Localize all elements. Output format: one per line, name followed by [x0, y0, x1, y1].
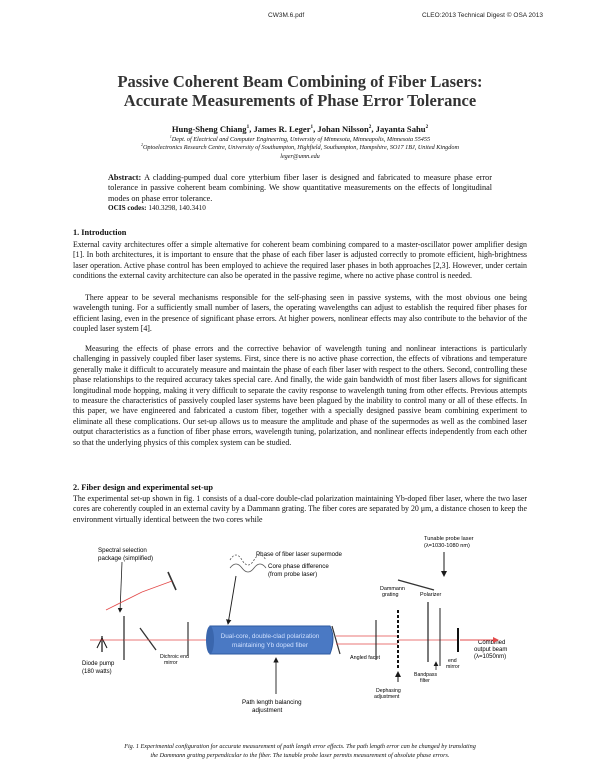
label-grating: grating	[382, 592, 399, 598]
label-supermode-phase: Phase of fiber laser supermode	[256, 551, 342, 558]
label-output-wavelength: (λ=1050nm)	[474, 654, 507, 660]
label-end: end	[448, 658, 457, 664]
experimental-setup-figure	[80, 532, 530, 740]
author-4: Jayanta Sahu$^2$	[375, 124, 429, 134]
fiber-label-1: Dual-core, double-clad polarization	[220, 633, 320, 640]
paper-title	[40, 72, 560, 110]
author-3: Johan Nilsson$^2$,	[317, 124, 376, 134]
caption-line-1: Fig. 1 Experimental configuration for accurate measurement of path length error effects. The path length error can be changed by translating	[124, 743, 476, 750]
label-path-balancing: Path length balancing	[242, 699, 302, 706]
author-list	[40, 124, 560, 134]
author-2: James R. Leger$^1$,	[253, 124, 318, 134]
label-dephasing-adjustment: adjustment	[374, 694, 400, 700]
label-combined: Combined	[478, 640, 506, 646]
label-angled-facet: Angled facet	[350, 655, 380, 661]
feedback-beam-1	[106, 592, 142, 610]
label-tunable-probe: Tunable probe laser	[424, 536, 474, 542]
header-conference: CLEO:2013 Technical Digest © OSA 2013	[422, 12, 544, 19]
label-dammann: Dammann	[380, 586, 405, 592]
affiliation-1: $^1$Dept. of Electrical and Computer Engineering, University of Minnesota, Minneapolis, Minnesota 55455	[169, 134, 431, 143]
header-filename: CW3M.6.pdf	[268, 12, 305, 19]
abstract-label: Abstract:	[108, 173, 142, 182]
affiliation-2: $^2$Optoelectronics Research Centre, University of Southampton, Highfield, Southampton, Hampshire, SO17 1BJ, United Kingdom	[141, 142, 459, 151]
fiber-end	[206, 626, 214, 654]
label-from-probe: (from probe laser)	[268, 571, 318, 578]
abstract	[108, 173, 492, 204]
label-spectral-selection: Spectral selection	[98, 547, 147, 554]
label-package: package (simplified)	[98, 555, 154, 562]
label-dephasing: Dephasing	[376, 688, 401, 694]
dichroic-mirror	[140, 628, 156, 650]
label-bandpass: Bandpass	[414, 672, 438, 678]
intro-paragraph-2: There appear to be several mechanisms responsible for the self-phasing seen in passive systems, with the most obvious one being wavelength tuning. For a sufficiently small number of lasers, the operating wavelengths can adjust to establish the required fiber phases for efficient lasing, even in the presence of significant phase errors. At higher powers, nonlinear effects may also contribute to the behavior of the coupled laser system [4].	[73, 293, 527, 334]
title-line-1: Passive Coherent Beam Combining of Fiber Lasers:	[117, 72, 483, 91]
section-heading-introduction: 1. Introduction	[73, 228, 127, 237]
label-dichroic-mirror: mirror	[164, 660, 178, 666]
section-heading-fiber-design: 2. Fiber design and experimental set-up	[73, 483, 213, 492]
caption-line-2: the Dammann grating perpendicular to the fiber. The tunable probe laser permits measurement of absolute phase errors.	[150, 751, 450, 759]
intro-paragraph-1: External cavity architectures offer a simple alternative for coherent beam combining compared to a master-oscillator power amplifier design [1]. In both architectures, it is important to ensure that the phase of each fiber laser is adjusted correctly to promote efficient, high-brightness laser operation. Active phase control has been employed to achieve the required laser phases in both approaches [2,3]. However, under certain conditions the external cavity architecture can also be operated in the passive regime, where no active phase control is needed.	[73, 240, 527, 281]
label-output-beam: output beam	[474, 647, 508, 653]
spectral-arrow	[120, 562, 122, 612]
supermode-arrow	[228, 576, 236, 624]
label-dichroic: Dichroic end	[160, 654, 189, 660]
label-watts: (180 watts)	[82, 669, 112, 675]
label-diode-pump: Diode pump	[82, 661, 115, 667]
title-line-2: Accurate Measurements of Phase Error Tolerance	[123, 91, 477, 110]
label-tunable-range: (λ=1030-1080 nm)	[424, 543, 470, 549]
figure-caption	[73, 743, 527, 761]
label-filter: filter	[420, 678, 430, 684]
feedback-beam-2	[142, 581, 172, 592]
author-1: Hung-Sheng Chiang$^1$,	[171, 124, 254, 134]
probe-wave	[230, 564, 266, 572]
dual-core-fiber	[210, 626, 333, 654]
ocis-codes: OCIS codes: 140.3298, 140.3410	[108, 204, 206, 212]
abstract-text: A cladding-pumped dual core ytterbium fiber laser is designed and fabricated to measure phase error tolerance in passive coherent beam combining. We show quantitative measurements on the effects of longitudinal modes on phase error tolerance.	[108, 173, 492, 203]
intro-paragraph-3: Measuring the effects of phase errors and the corrective behavior of wavelength tuning and nonlinear interactions is particularly challenging in passively coupled fiber laser systems. First, since there is no active phase correction, the effects of vibrations and temperature generally make it difficult to accurately measure and maintain the phase of each fiber laser with respect to the others. Second, controlling these phase relationships to the required accuracy takes special care. And finally, the wide gain bandwidth of most fiber lasers allows for significant longitudinal mode hopping, making it very difficult to separate the cavity response to wavelength tuning from other effects. Previous attempts to measure the characteristics of passively coupled laser systems have been plagued by the inability to control many or all of these effects. In this paper, we have engineered and fabricated a custom fiber, together with a specially designed passive beam combining experiment to eliminate all these complications. Our set-up allows us to measure the amplitude and phase of the supermodes as well as the combined laser output characteristics as a function of fiber phase errors, wavelength tuning, polarization, and nonlinear effects independently from each other so that the underlying physics of this complex system can be studied.	[73, 344, 527, 447]
label-core-phase-difference: Core phase difference	[268, 563, 329, 570]
label-end-mirror: mirror	[446, 664, 460, 670]
design-paragraph-1: The experimental set-up shown in fig. 1 consists of a dual-core double-clad polarization maintaining Yb-doped fiber laser, where the two laser cores are coherently coupled in an external cavity by a Dammann grating. The fiber cores are separated by 20 μm, a distance chosen to keep the environment virtually identical between the two cores while	[73, 494, 527, 524]
label-path-adjustment: adjustment	[252, 707, 283, 714]
contact-email: leger@umn.edu	[280, 153, 320, 160]
fiber-label-2: maintaining Yb doped fiber	[232, 642, 308, 649]
label-polarizer: Polarizer	[420, 592, 442, 598]
